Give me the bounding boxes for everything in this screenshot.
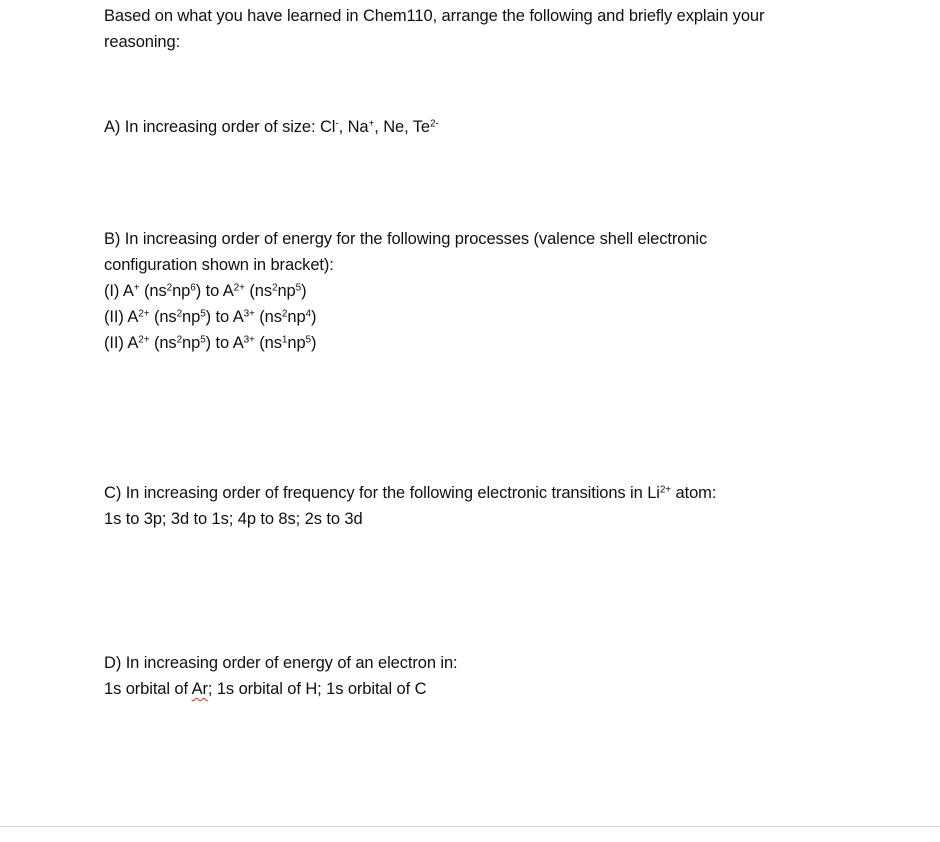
- part-a-question: [104, 114, 924, 140]
- species-ne: Ne: [383, 118, 405, 136]
- intro-paragraph: [104, 3, 924, 55]
- intro-line-2: reasoning:: [104, 33, 181, 51]
- part-c-line-1: C) In increasing order of frequency for the following electronic transitions in $Li^{2+}$ atom:: [104, 484, 717, 502]
- species-cl: Cl-: [319, 118, 339, 136]
- part-a-line: A) In increasing order of size: Cl-, Na+, Ne, $Te^{2-}$: [104, 118, 439, 136]
- page-bottom-divider: [0, 826, 940, 827]
- part-c-question: [104, 480, 924, 532]
- part-d-line-1: D) In increasing order of energy of an electron in:: [104, 654, 458, 672]
- part-b-line-1: B) In increasing order of energy for the following processes (valence shell electronic: [104, 230, 708, 248]
- intro-line-1: Based on what you have learned in Chem110, arrange the following and briefly explain your: [104, 7, 765, 25]
- species-te: $Te^{2-}$: [412, 118, 439, 136]
- part-d-question: [104, 650, 924, 702]
- process-3: (II) $A^{2+}$ $(ns^2np^5)$ to $A^{3+}$ $(ns^1np^5)$: [104, 334, 317, 352]
- part-b-line-2: configuration shown in bracket):: [104, 256, 334, 274]
- spellcheck-flagged-word[interactable]: Ar: [191, 680, 208, 698]
- part-b-question: [104, 226, 924, 356]
- part-d-line-2: 1s orbital of Ar; 1s orbital of H; 1s orbital of C: [104, 680, 427, 698]
- part-a-prefix: A) In increasing order of size:: [104, 118, 320, 136]
- process-1: (I) A+ $(ns^2np^6)$ to $A^{2+}$ $(ns^2np^5)$: [104, 282, 307, 300]
- part-c-line-2: 1s to 3p; 3d to 1s; 4p to 8s; 2s to 3d: [104, 510, 363, 528]
- process-2: (II) $A^{2+}$ $(ns^2np^5)$ to $A^{3+}$ $(ns^2np^4)$: [104, 308, 317, 326]
- species-na: Na+: [347, 118, 375, 136]
